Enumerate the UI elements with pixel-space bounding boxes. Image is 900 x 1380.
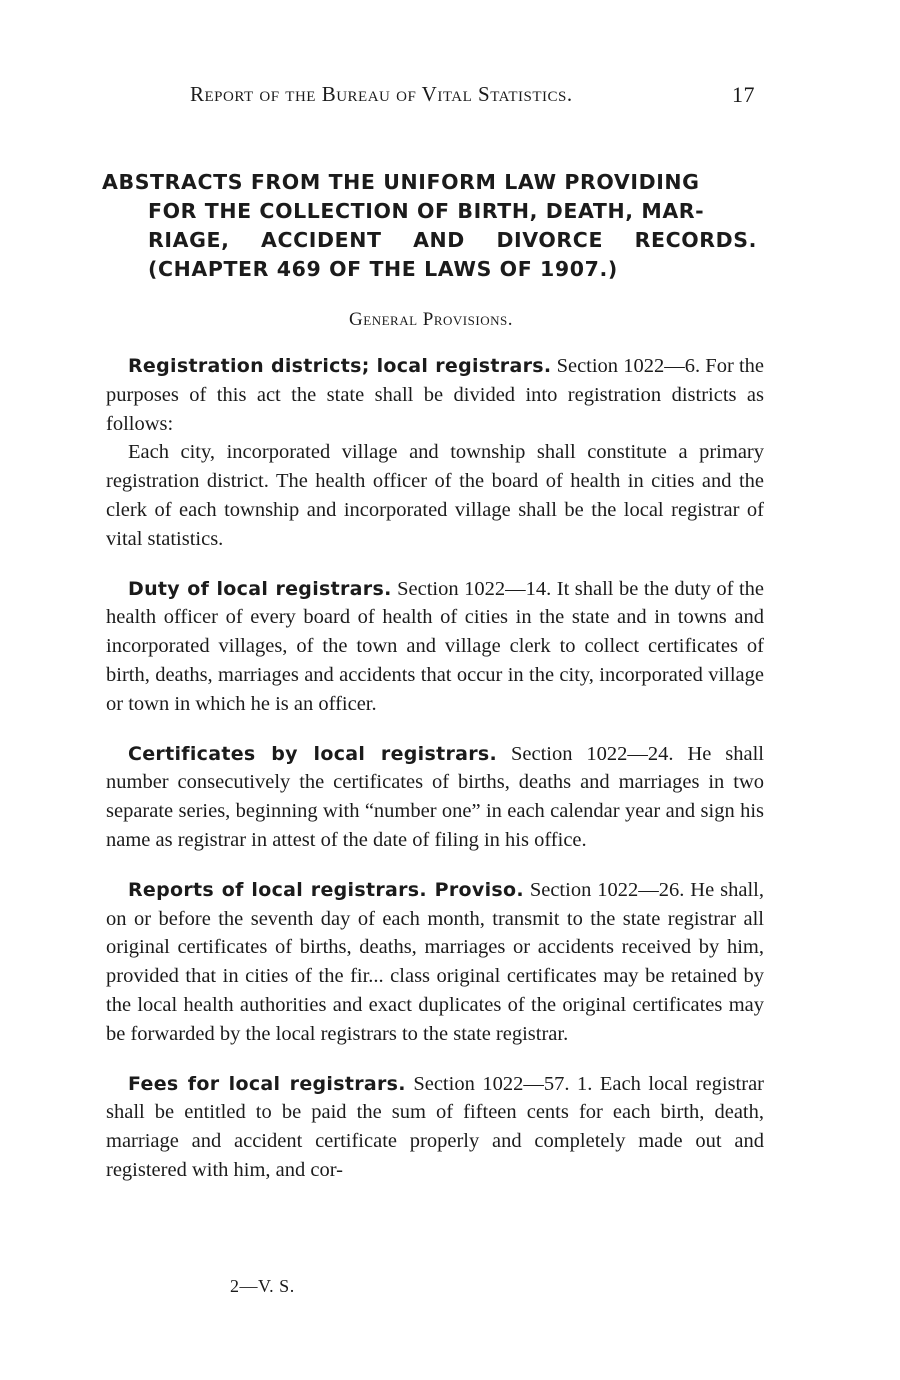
- paragraph-body: Each city, incorporated village and township shall constitute a primary registration district. The health officer of the board of health in cities and the clerk of each township and incorporated village shall be the local registrar of vital statistics.: [106, 441, 764, 550]
- paragraph-reports: [106, 876, 764, 1049]
- paragraph-heading: Duty of local registrars.: [128, 577, 392, 600]
- paragraph-heading: Fees for local registrars.: [128, 1072, 406, 1095]
- title-line-3: [102, 226, 757, 255]
- running-header: [190, 82, 755, 107]
- body-text: [106, 352, 764, 1185]
- title-line-1: ABSTRACTS FROM THE UNIFORM LAW PROVIDING: [102, 170, 700, 194]
- paragraph-body: Section 1022—26. He shall, on or before the seventh day of each month, transmit to the state registrar all original certificates of births, deaths, marriages or accidents received by him, provided that in cities of the fir... class original certificates may be retained by the local health authorities and exact duplicates of the original certificates may be forwarded by the local registrars to the state registrar.: [106, 878, 764, 1045]
- document-title: [102, 168, 757, 284]
- title-word: RECORDS.: [634, 228, 757, 252]
- paragraph-heading: Reports of local registrars. Proviso.: [128, 878, 524, 901]
- section-heading: General Provisions.: [349, 309, 513, 330]
- paragraph-text: [106, 876, 764, 1049]
- paragraph-body: Section 1022—24. He shall number consecutively the certificates of births, deaths and marriages in two separate series, beginning with “number one” in each calendar year and sign his name as registrar in attest of the date of filing in his office.: [106, 742, 764, 851]
- paragraph-registration-districts: [106, 352, 764, 554]
- title-word: RIAGE,: [148, 228, 230, 252]
- paragraph-text: [106, 1070, 764, 1185]
- page-number: 17: [732, 82, 755, 107]
- paragraph-body: Section 1022—57. 1. Each local registrar shall be entitled to be paid the sum of fifteen cents for each birth, death, marriage and accident certificate properly and completely made out and registered with him, and cor-: [106, 1072, 764, 1181]
- paragraph-duty-of-registrars: [106, 575, 764, 719]
- title-word: ACCIDENT: [261, 228, 382, 252]
- paragraph-text: [106, 438, 764, 553]
- paragraph-certificates: [106, 740, 764, 855]
- signature-mark: 2—V. S.: [230, 1276, 295, 1296]
- paragraph-body: Section 1022—14. It shall be the duty of the health officer of every board of health of cities in the state and in towns and incorporated villages, of the town and village clerk to collect certificates of birth, deaths, marriages and accidents that occur in the city, incorporated village or town in which he is an officer.: [106, 577, 764, 715]
- paragraph-body: Section 1022—6. For the purposes of this act the state shall be divided into registration districts as follows:: [106, 355, 765, 435]
- title-line-4: (CHAPTER 469 OF THE LAWS OF 1907.): [148, 257, 618, 281]
- title-word: DIVORCE: [496, 228, 604, 252]
- paragraph-fees: [106, 1070, 764, 1185]
- title-line-2: FOR THE COLLECTION OF BIRTH, DEATH, MAR-: [148, 199, 705, 223]
- title-word: AND: [413, 228, 465, 252]
- paragraph-heading: Certificates by local registrars.: [128, 742, 498, 765]
- paragraph-text: [106, 740, 764, 855]
- paragraph-text: [106, 352, 764, 438]
- running-title: Report of the Bureau of Vital Statistics.: [190, 82, 573, 106]
- paragraph-heading: Registration districts; local registrars.: [128, 355, 552, 377]
- paragraph-text: [106, 575, 764, 719]
